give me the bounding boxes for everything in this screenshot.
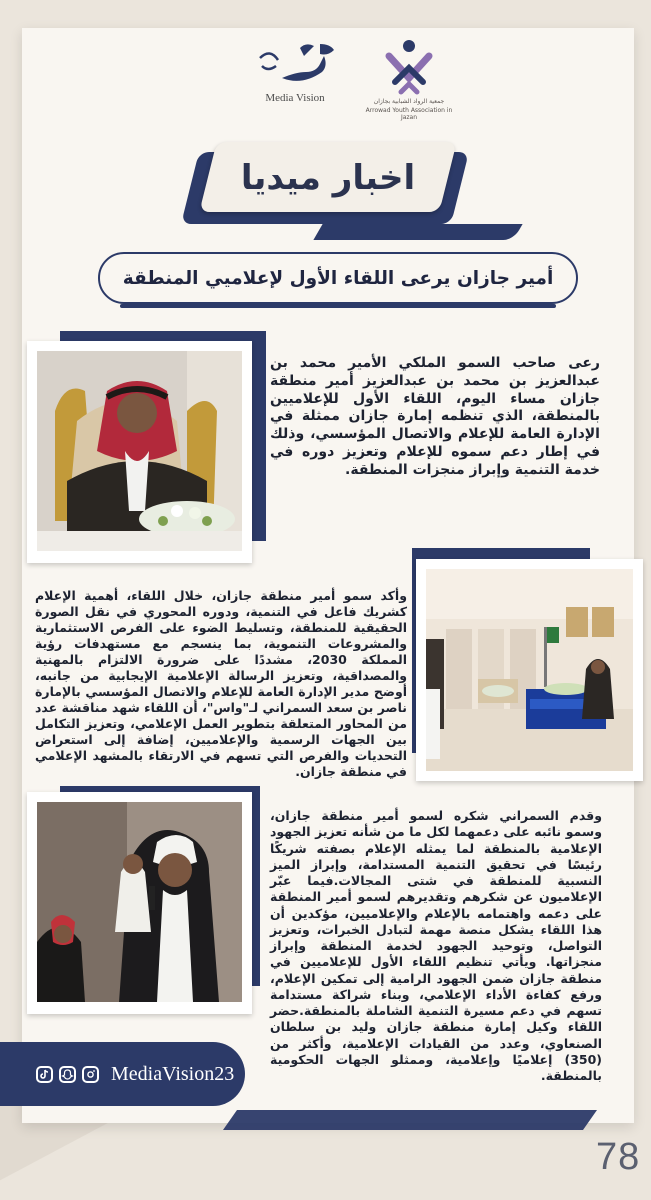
media-vision-logo	[250, 38, 340, 104]
tiktok-icon[interactable]	[36, 1066, 53, 1083]
photo-emir-seated	[37, 351, 242, 551]
banner-title: اخبار ميديا	[240, 158, 416, 198]
social-handle[interactable]: MediaVision23	[111, 1062, 235, 1085]
speaker-image	[37, 802, 242, 1002]
photo1-frame	[27, 341, 252, 563]
photo-conference-hall	[426, 569, 633, 771]
emir-seated-image	[37, 351, 242, 551]
youth-association-caption: جمعية الرواد الشبابية بجازان	[373, 98, 445, 105]
snapchat-icon[interactable]	[59, 1066, 76, 1083]
paragraph-2: وأكد سمو أمير منطقة جازان، خلال اللقاء، أهمية الإعلام كشريك فاعل في التنمية، ودوره المحوري في نقل الصورة الحقيقية للمنطقة، وتسليط الضوء على الفرص الاستثمارية والمشروعات التنموية، بما ينسجم مع مستهدفات رؤية المملكة 2030، مشددًا على ضرورة الالتزام بالمهنية والمصداقية، وتعزيز الرسالة الإعلامية الإيجابية من جانبه، أوضح مدير الإدارة العامة للإعلام والاتصال المؤسسي بالإمارة ناصر بن سعد السمراني لـ"واس"، أن اللقاء شهد مناقشة عدد من المحاور المتعلقة بتطوير العمل الإعلامي، وتعزيز التكامل بين الجهات الرسمية والإعلاميين، إضافة إلى استعراض التحديات والفرص التي تسهم في الارتقاء بالمشهد الإعلامي في منطقة جازان.	[35, 588, 407, 779]
media-vision-logo-icon	[250, 38, 340, 90]
headline: أمير جازان يرعى اللقاء الأول لإعلاميي المنطقة	[98, 252, 578, 304]
photo-speaker	[37, 802, 242, 1002]
logos-header	[250, 38, 460, 121]
paragraph-1: رعى صاحب السمو الملكي الأمير محمد بن عبدالعزيز بن محمد بن عبدالعزيز أمير منطقة جازان مساء اليوم، اللقاء الأول للإعلاميين بالمنطقة، الذي تنظمه إمارة جازان ممثلة في الإدارة العامة للإعلام والاتصال المؤسسي، وذلك في إطار دعم سموه للإعلام وتعزيز دوره في خدمة التنمية وإبراز منجزات المنطقة.	[270, 355, 600, 478]
bottom-swoosh	[223, 1110, 597, 1130]
photo2-frame	[416, 559, 643, 781]
page-number: 78	[596, 1136, 641, 1178]
section-banner	[190, 142, 460, 228]
youth-association-logo-icon	[381, 38, 437, 96]
social-bar	[0, 1042, 245, 1106]
youth-association-logo	[358, 38, 460, 121]
photo3-frame	[27, 792, 252, 1014]
instagram-icon[interactable]	[82, 1066, 99, 1083]
paragraph-3: وقدم السمراني شكره لسمو أمير منطقة جازان، وسمو نائبه على دعمهما لكل ما من شأنه تعزيز الجهود الإعلامية بالمنطقة لما يمثله الإعلام بصفته شريكًا رئيسًا في تحقيق التنمية المستدامة، وإبراز الميز النسبية للمنطقة في شتى المجالات.فيما عبّر الإعلاميون عن شكرهم وتقديرهم لسمو أمير المنطقة على دعمه واهتمامه بالإعلام والإعلاميين، مؤكدين أن هذا اللقاء يشكل منصة مهمة لتبادل الخبرات، وتعزيز التواصل، وتوحيد الجهود لخدمة المنطقة وإبراز منجزاتها. ويأتي تنظيم اللقاء الأول للإعلاميين في منطقة جازان ضمن الجهود الرامية إلى تمكين الإعلام، ورفع كفاءة الأداء الإعلامي، وبناء شراكة مستدامة تسهم في دعم مسيرة التنمية الشاملة بالمنطقة.حضر اللقاء وكيل إمارة منطقة جازان وليد بن سلطان الصنعاوي، وعدد من القيادات الإعلامية، وأكثر من (350) إعلاميًا وإعلامية، وممثلو الجهات الحكومية بالمنطقة.	[270, 808, 602, 1083]
media-vision-caption: Media Vision	[265, 92, 325, 104]
conference-hall-image	[426, 569, 633, 771]
youth-association-caption-en: Arrowad Youth Association in Jazan	[365, 107, 453, 121]
